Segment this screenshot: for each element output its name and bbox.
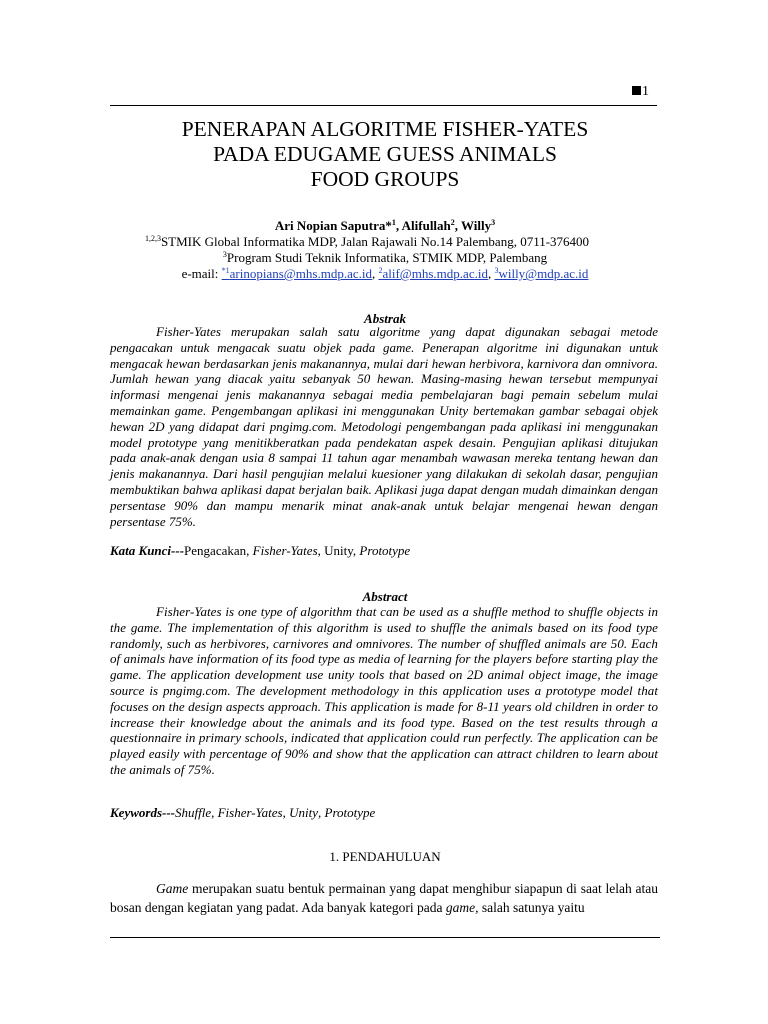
abstract-paragraph: Fisher-Yates is one type of algorithm that can be used as a shuffle method to shuffle objects in the game. The implementation of this algorithm is used to shuffle the animals based on its food type randomly, such as herbivores, carnivores and omnivores. The number of shuffled animals are 50. Each of animals have information of its food type as media of learning for the players before starting play the game. The application development use unity tools that based on 2D animal object image, the image source is pngimg.com. The development methodology in this application uses a prototype model that focuses on the design aspects approach. This application is made for 8-11 years old children in order to increase their knowledge about the animals and its food type. Based on the test results through a questionnaire in primary schools, indicated that application could run perfectly. The application can be played easily with percentage of 90% and show that the application can attract children to learn about the animals of 75%. xyxy=(110,604,658,777)
affiliation-1: $^{1,2,3}$STMIK Global Informatika MDP, Jalan Rajawali No.14 Palembang, 0711-376400 xyxy=(144,234,590,249)
title-line: PENERAPAN ALGORITME FISHER-YATES xyxy=(181,117,589,141)
section-heading: 1. PENDAHULUAN xyxy=(329,849,441,864)
header-rule xyxy=(110,105,657,106)
email-link-3[interactable]: $^3$willy@mdp.ac.id xyxy=(494,266,589,281)
title-line: FOOD GROUPS xyxy=(310,167,460,191)
paper-title xyxy=(110,117,660,192)
page-number: 1 xyxy=(632,84,649,100)
kata-kunci: Kata Kunci---Pengacakan, Fisher-Yates, Unity, Prototype xyxy=(110,543,411,558)
affiliation-2: $^3$Program Studi Teknik Informatika, STMIK MDP, Palembang xyxy=(222,250,548,265)
body-paragraph: Game merupakan suatu bentuk permainan yang dapat menghibur siapapun di saat lelah atau bosan dengan kegiatan yang padat. Ada banyak kategori pada game, salah satunya yaitu xyxy=(110,881,658,915)
keywords: Keywords---Shuffle, Fisher-Yates, Unity, Prototype xyxy=(110,805,376,820)
title-line: PADA EDUGAME GUESS ANIMALS xyxy=(213,142,557,166)
email-link-1[interactable]: $^{*1}$arinopians@mhs.mdp.ac.id xyxy=(221,266,372,281)
abstrak-heading: Abstrak xyxy=(364,311,406,326)
email-line: e-mail: $^{*1}$arinopians@mhs.mdp.ac.id, $^2$alif@mhs.mdp.ac.id, $^3$willy@mdp.ac.id xyxy=(181,266,589,281)
email-link-2[interactable]: $^2$alif@mhs.mdp.ac.id xyxy=(378,266,488,281)
footer-rule xyxy=(110,937,660,938)
abstract-heading: Abstract xyxy=(362,589,408,604)
author-list: Ari Nopian Saputra*$^1$, Alifullah$^2$, Willy$^3$ xyxy=(274,218,496,233)
square-bullet-icon xyxy=(632,86,641,95)
abstrak-paragraph: Fisher-Yates merupakan salah satu algoritme yang dapat digunakan sebagai metode pengacakan untuk mengacak suatu objek pada game. Penerapan algoritme ini digunakan untuk mengacak hewan berdasarkan jenis makanannya, mulai dari hewan herbivora, karnivora dan omnivora. Jumlah hewan yang diacak yaitu sebanyak 50 hewan. Masing-masing hewan tersebut mempunyai informasi mengenai jenis makanannya sebagai media pembelajaran bagi pemain sebelum mulai memainkan game. Pengembangan aplikasi ini menggunakan Unity bertemakan gambar sebagai objek hewan 2D yang didapat dari pngimg.com. Metodologi pengembangan pada aplikasi ini menggunakan model prototype yang menitikberatkan pada pendekatan aspek desain. Pengujian aplikasi ditujukan pada anak-anak dengan usia 8 sampai 11 tahun agar menambah wawasan mereka tentang hewan dan jenis makanannya. Dari hasil pengujian melalui kuesioner yang dilakukan di sekolah dasar, pengujian membuktikan bahwa aplikasi dapat berjalan baik. Aplikasi juga dapat dengan mudah dimainkan dengan persentase 90% dan mampu menarik minat anak-anak untuk belajar mengenai hewan dengan persentase 75%. xyxy=(110,324,658,529)
